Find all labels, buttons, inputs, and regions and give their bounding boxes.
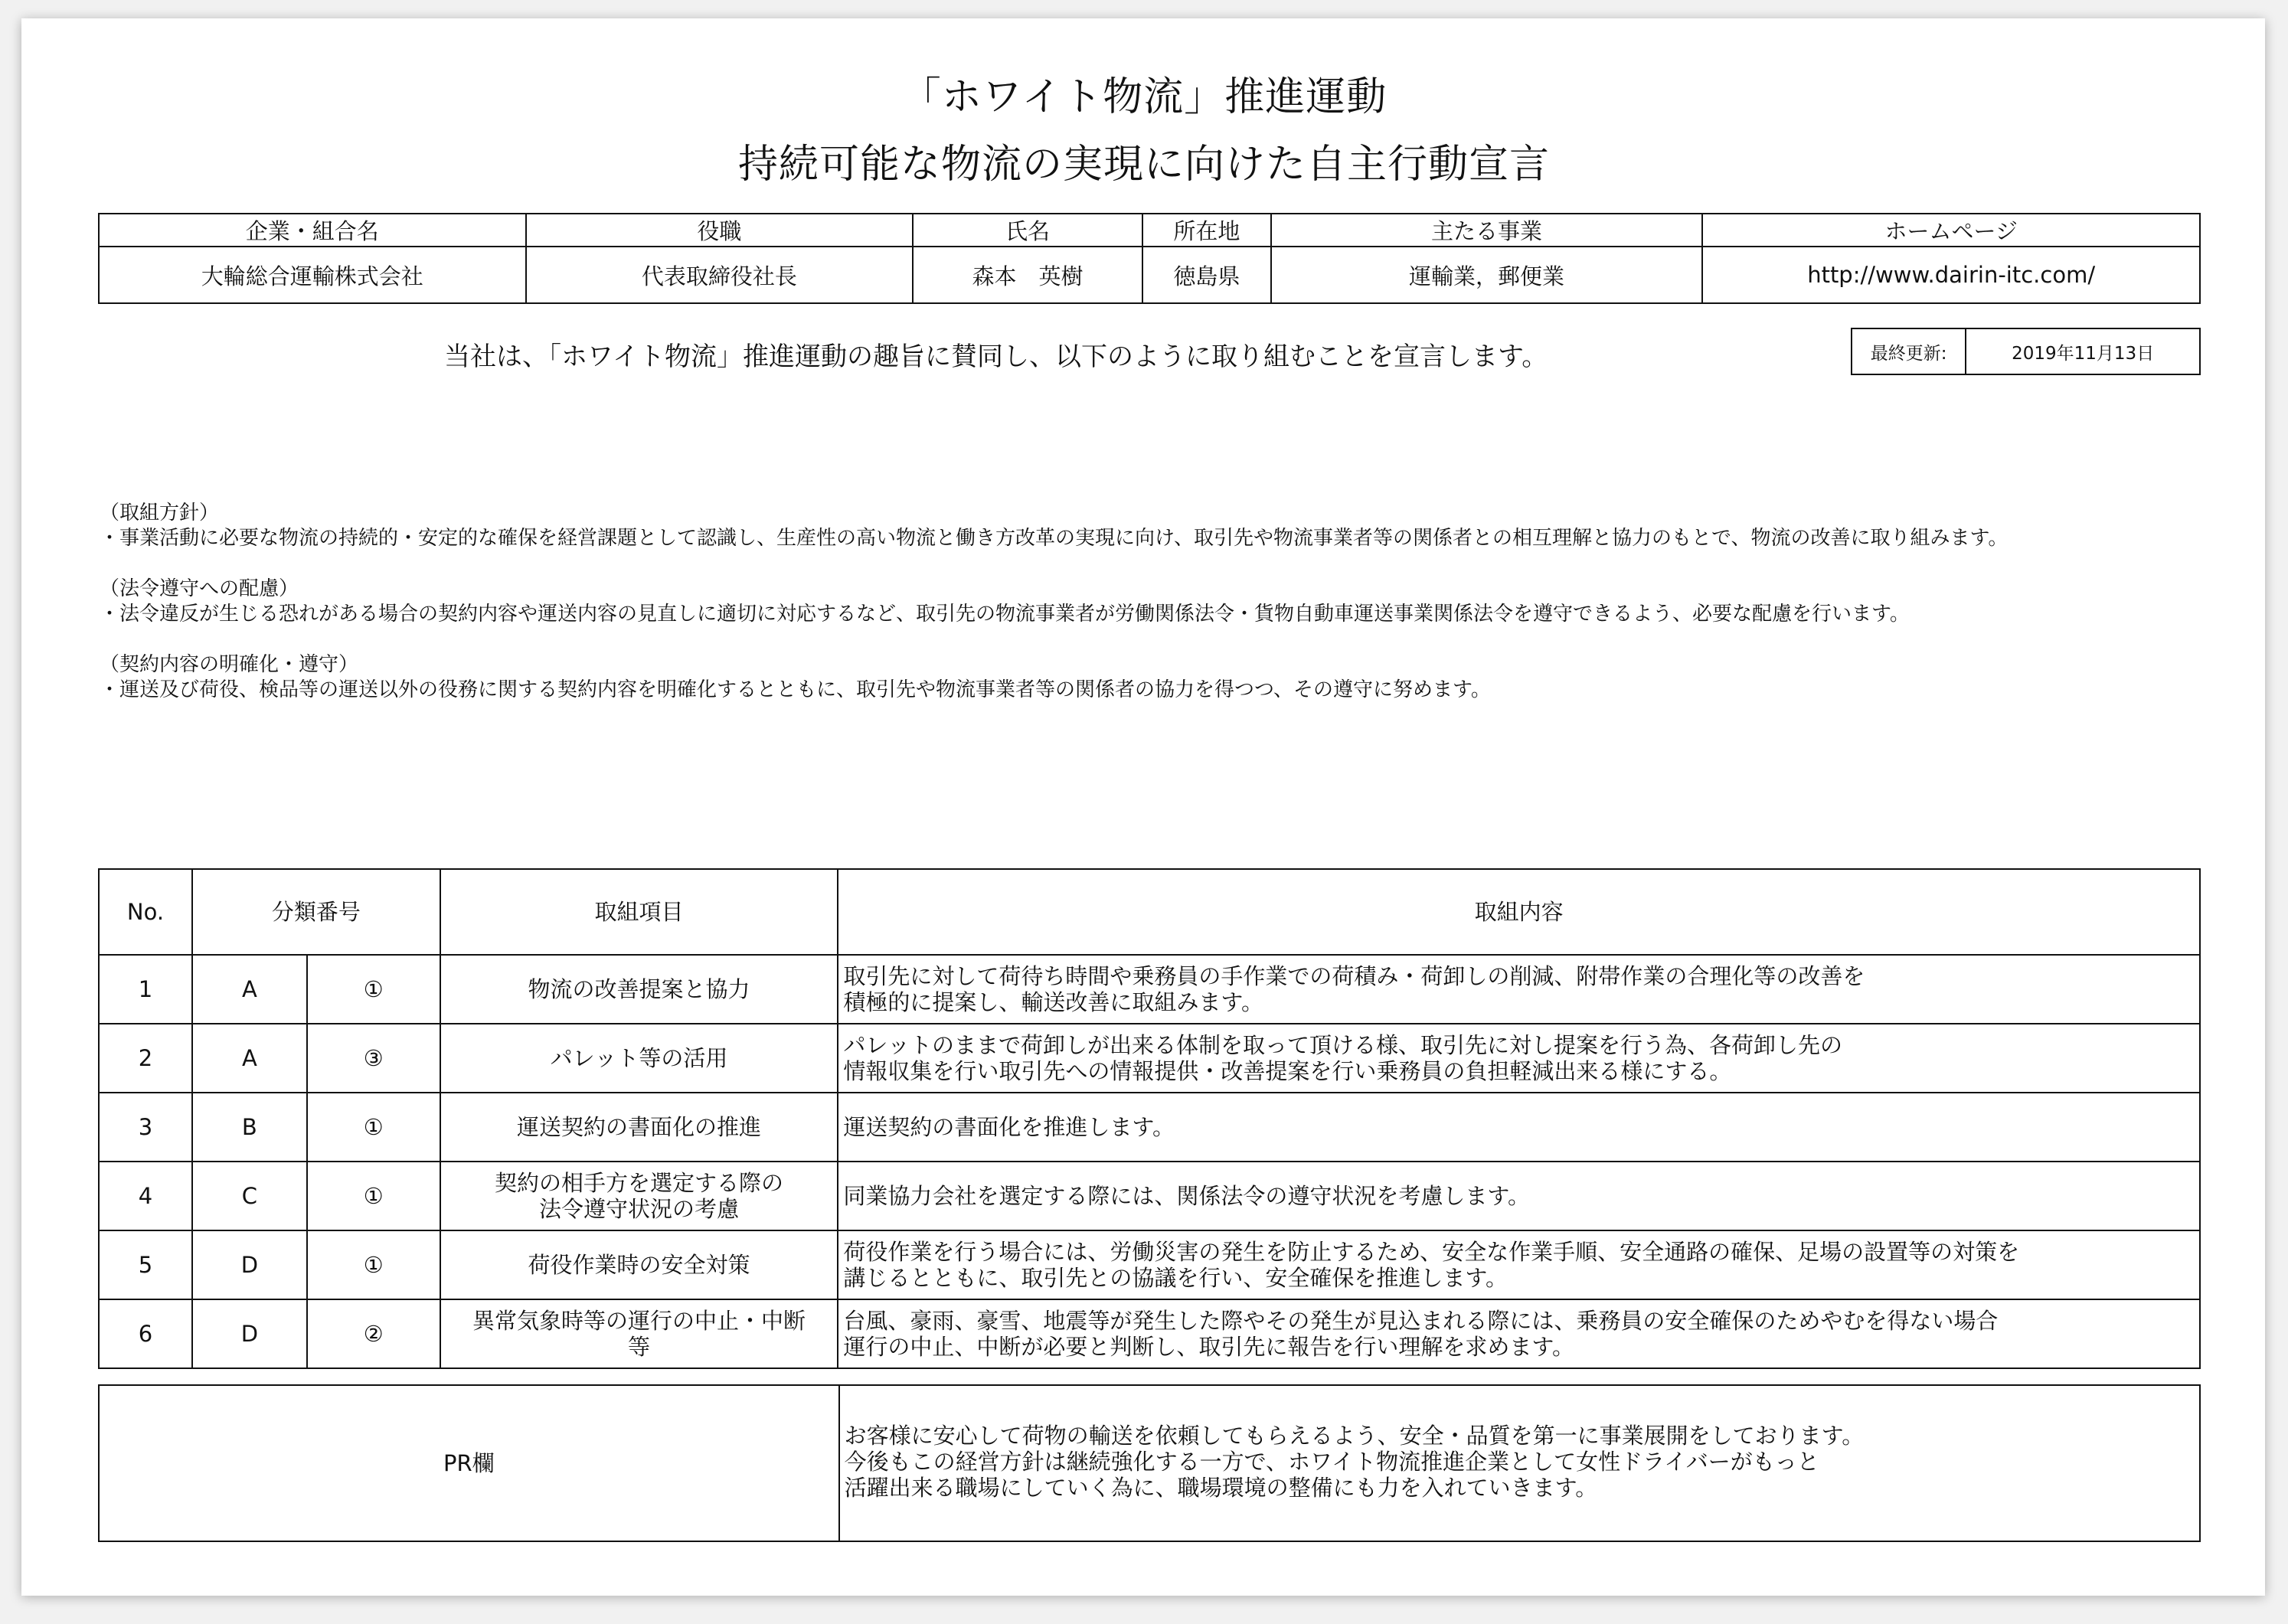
row-no: 3: [99, 1093, 192, 1162]
row-content: 取引先に対して荷待ち時間や乗務員の手作業での荷積み・荷卸しの削減、附帯作業の合理化等の改善を 積極的に提案し、輸送改善に取組みます。: [838, 955, 2200, 1024]
row-item: 荷役作業時の安全対策: [440, 1230, 838, 1299]
header-main-business: 主たる事業: [1271, 214, 1703, 247]
row-no: 5: [99, 1230, 192, 1299]
row-content: 荷役作業を行う場合には、労働災害の発生を防止するため、安全な作業手順、安全通路の確保、足場の設置等の対策を 講じるとともに、取引先との協議を行い、安全確保を推進します。: [838, 1230, 2200, 1299]
location: 徳島県: [1142, 247, 1271, 303]
table-row: [99, 1230, 2200, 1299]
row-no: 2: [99, 1024, 192, 1093]
row-subcategory: ②: [307, 1299, 440, 1368]
row-no: 1: [99, 955, 192, 1024]
row-item: 異常気象時等の運行の中止・中断 等: [440, 1299, 838, 1368]
row-content: パレットのままで荷卸しが出来る体制を取って頂ける様、取引先に対し提案を行う為、各荷卸し先の 情報収集を行い取引先への情報提供・改善提案を行い乗務員の負担軽減出来る様にする。: [838, 1024, 2200, 1093]
row-subcategory: ③: [307, 1024, 440, 1093]
row-subcategory: ①: [307, 1162, 440, 1230]
policy-heading: （契約内容の明確化・遵守）: [100, 653, 359, 676]
policy-heading: （法令遵守への配慮）: [100, 577, 299, 600]
main-business: 運輸業，郵便業: [1271, 247, 1703, 303]
table-row: [99, 1093, 2200, 1162]
row-category: A: [192, 955, 307, 1024]
row-content: 台風、豪雨、豪雪、地震等が発生した際やその発生が見込まれる際には、乗務員の安全確保のためやむを得ない場合 運行の中止、中断が必要と判断し、取引先に報告を行い理解を求めます。: [838, 1299, 2200, 1368]
person-name: 森本 英樹: [913, 247, 1142, 303]
row-category: C: [192, 1162, 307, 1230]
row-subcategory: ①: [307, 1230, 440, 1299]
policy-section: [100, 501, 2198, 728]
header-position: 役職: [526, 214, 914, 247]
declaration-text: 当社は、「ホワイト物流」推進運動の趣旨に賛同し、以下のように取り組むことを宣言します。: [444, 341, 1548, 372]
row-item: パレット等の活用: [440, 1024, 838, 1093]
header-location: 所在地: [1142, 214, 1271, 247]
header-homepage: ホームページ: [1702, 214, 2200, 247]
document-subtitle: 持続可能な物流の実現に向けた自主行動宣言: [737, 142, 1550, 188]
table-row: [99, 1299, 2200, 1368]
policy-block: [100, 652, 2198, 703]
policy-body: ・事業活動に必要な物流の持続的・安定的な確保を経営課題として認識し、生産性の高い物流と働き方改革の実現に向け、取引先や物流事業者等の関係者との相互理解と協力のもとで、物流の改善に取り組みます。: [100, 527, 2009, 550]
pr-label: PR欄: [99, 1385, 839, 1541]
row-category: B: [192, 1093, 307, 1162]
last-updated-box: [1851, 328, 2201, 375]
pr-table: [98, 1384, 2201, 1542]
header-item: 取組項目: [440, 869, 838, 955]
policy-block: [100, 577, 2198, 627]
table-row: [99, 1162, 2200, 1230]
homepage-url: http://www.dairin-itc.com/: [1702, 247, 2200, 303]
company-info-table: [98, 213, 2201, 304]
row-subcategory: ①: [307, 955, 440, 1024]
row-category: D: [192, 1230, 307, 1299]
company-name: 大輪総合運輸株式会社: [99, 247, 526, 303]
policy-block: [100, 501, 2198, 551]
row-category: D: [192, 1299, 307, 1368]
row-item: 運送契約の書面化の推進: [440, 1093, 838, 1162]
document-title: 「ホワイト物流」推進運動: [900, 74, 1388, 120]
header-person-name: 氏名: [913, 214, 1142, 247]
action-table-header: [99, 869, 2200, 955]
table-row: [99, 1024, 2200, 1093]
row-no: 4: [99, 1162, 192, 1230]
header-category: 分類番号: [192, 869, 440, 955]
row-no: 6: [99, 1299, 192, 1368]
row-subcategory: ①: [307, 1093, 440, 1162]
position: 代表取締役社長: [526, 247, 914, 303]
header-company-name: 企業・組合名: [99, 214, 526, 247]
pr-content: お客様に安心して荷物の輸送を依頼してもらえるよう、安全・品質を第一に事業展開をしております。 今後もこの経営方針は継続強化する一方で、ホワイト物流推進企業として女性ドライバーがもっと 活躍出来る職場にしていく為に、職場環境の整備にも力を入れていきます。: [839, 1385, 2200, 1541]
row-content: 運送契約の書面化を推進します。: [838, 1093, 2200, 1162]
row-item: 契約の相手方を選定する際の 法令遵守状況の考慮: [440, 1162, 838, 1230]
row-category: A: [192, 1024, 307, 1093]
table-row: [99, 955, 2200, 1024]
header-no: No.: [99, 869, 192, 955]
action-table: [98, 868, 2201, 1369]
last-updated-value: 2019年11月13日: [1966, 328, 2200, 374]
policy-heading: （取組方針）: [100, 502, 220, 524]
row-item: 物流の改善提案と協力: [440, 955, 838, 1024]
last-updated-label: 最終更新:: [1852, 328, 1966, 374]
header-content: 取組内容: [838, 869, 2200, 955]
policy-body: ・運送及び荷役、検品等の運送以外の役務に関する契約内容を明確化するとともに、取引先や物流事業者等の関係者の協力を得つつ、その遵守に努めます。: [100, 678, 1491, 701]
row-content: 同業協力会社を選定する際には、関係法令の遵守状況を考慮します。: [838, 1162, 2200, 1230]
policy-body: ・法令違反が生じる恐れがある場合の契約内容や運送内容の見直しに適切に対応するなど、取引先の物流事業者が労働関係法令・貨物自動車運送事業関係法令を遵守できるよう、必要な配慮を行います。: [100, 603, 1910, 626]
